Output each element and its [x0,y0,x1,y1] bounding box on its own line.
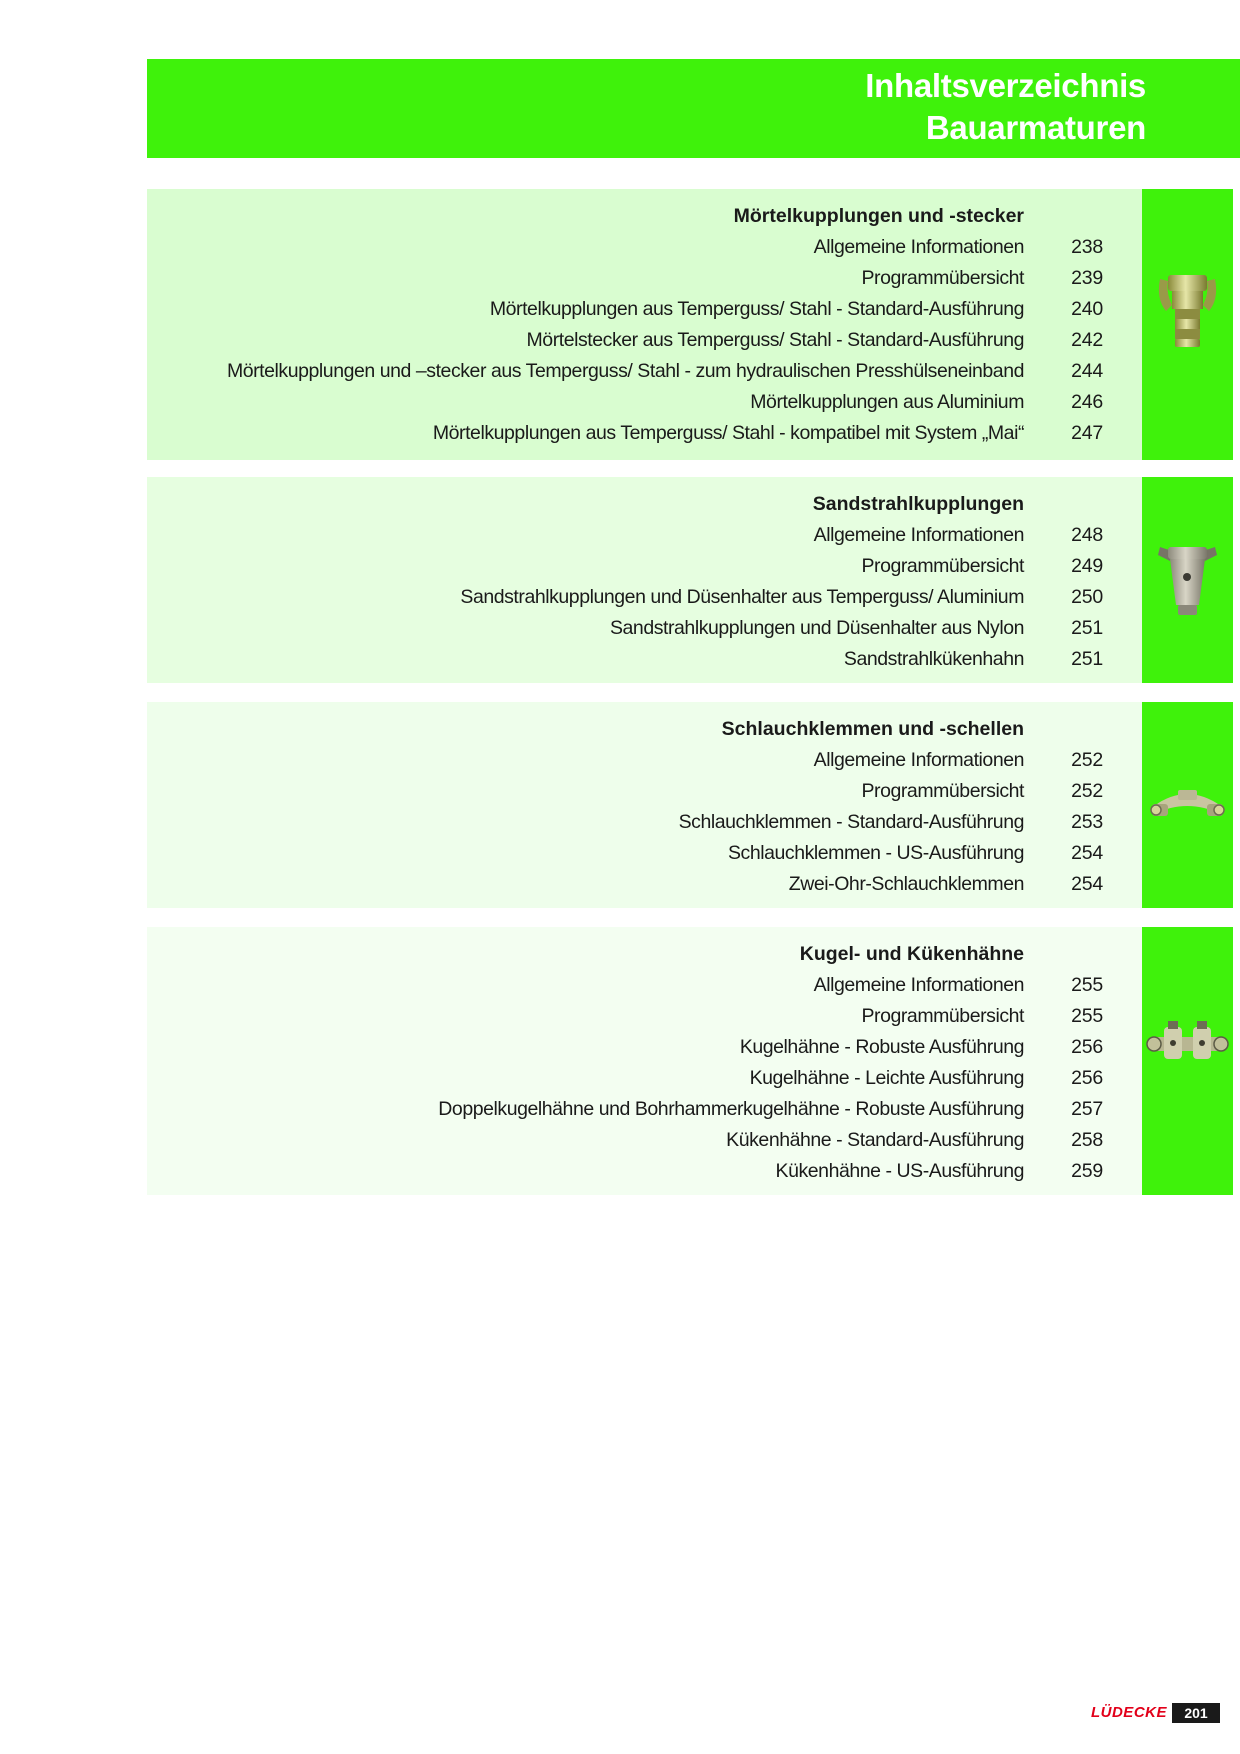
section-title: Sandstrahlkupplungen [812,493,1024,515]
toc-entry[interactable] [147,520,1142,551]
toc-entry[interactable] [147,970,1142,1001]
toc-entry[interactable] [147,869,1142,900]
toc-entry-label: Programmübersicht [861,267,1024,289]
toc-entry[interactable] [147,1094,1142,1125]
toc-entry-label: Sandstrahlkükenhahn [843,648,1024,670]
section-title: Mörtelkupplungen und -stecker [733,205,1024,227]
toc-entry[interactable] [147,1125,1142,1156]
brand-logo: LÜDECKE [1090,1704,1167,1721]
title-line-1: Inhaltsverzeichnis [865,67,1146,104]
section-tab-sandstrahlkupplungen [1142,477,1233,683]
toc-entry-page: 252 [1071,780,1103,802]
toc-entry-page: 248 [1071,524,1103,546]
section-tab-schlauchklemmen [1142,702,1233,908]
toc-entry-label: Allgemeine Informationen [813,524,1024,546]
toc-entry-page: 242 [1071,329,1103,351]
toc-entry[interactable] [147,1032,1142,1063]
toc-entry[interactable] [147,294,1142,325]
toc-entry[interactable] [147,776,1142,807]
toc-entry-page: 255 [1071,974,1103,996]
title-line-2: Bauarmaturen [925,109,1146,146]
toc-entry[interactable] [147,838,1142,869]
toc-entry-label: Zwei-Ohr-Schlauchklemmen [788,873,1024,895]
toc-entry-label: Programmübersicht [861,780,1024,802]
toc-entry-label: Doppelkugelhähne und Bohrhammerkugelhähne - Robuste Ausführung [438,1098,1024,1120]
toc-entry-label: Kugelhähne - Leichte Ausführung [749,1067,1024,1089]
toc-entry-label: Mörtelkupplungen aus Temperguss/ Stahl - Standard-Ausführung [489,298,1024,320]
toc-entry-label: Sandstrahlkupplungen und Düsenhalter aus Nylon [609,617,1024,639]
toc-entry[interactable] [147,807,1142,838]
toc-entry[interactable] [147,232,1142,263]
toc-entry-page: 258 [1071,1129,1103,1151]
toc-entry-page: 257 [1071,1098,1103,1120]
toc-entry[interactable] [147,1156,1142,1187]
toc-entry-label: Kugelhähne - Robuste Ausführung [739,1036,1024,1058]
toc-entry-label: Allgemeine Informationen [813,749,1024,771]
toc-entry[interactable] [147,551,1142,582]
toc-entry-page: 239 [1071,267,1103,289]
toc-entry[interactable] [147,325,1142,356]
toc-entry-page: 250 [1071,586,1103,608]
ball-valve-icon [1142,927,1233,1195]
toc-entry-label: Kükenhähne - US-Ausführung [775,1160,1024,1182]
section-moertelkupplungen [147,189,1142,460]
toc-entry-page: 246 [1071,391,1103,413]
toc-entry-label: Mörtelkupplungen aus Aluminium [750,391,1024,413]
toc-entry-page: 247 [1071,422,1103,444]
toc-entry[interactable] [147,582,1142,613]
toc-entry-page: 244 [1071,360,1103,382]
toc-entry-page: 256 [1071,1067,1103,1089]
page-title [865,65,1146,149]
page-number: 201 [1172,1703,1220,1723]
toc-entry-page: 254 [1071,842,1103,864]
toc-entry-label: Allgemeine Informationen [813,974,1024,996]
toc-entry[interactable] [147,1063,1142,1094]
toc-entry-page: 249 [1071,555,1103,577]
toc-entry-label: Allgemeine Informationen [813,236,1024,258]
sandblast-coupling-icon [1142,477,1233,683]
toc-entry-label: Schlauchklemmen - US-Ausführung [727,842,1024,864]
toc-entry-label: Mörtelstecker aus Temperguss/ Stahl - Standard-Ausführung [526,329,1024,351]
toc-entry[interactable] [147,387,1142,418]
toc-entry[interactable] [147,613,1142,644]
toc-entry-label: Programmübersicht [861,1005,1024,1027]
toc-entry-page: 253 [1071,811,1103,833]
toc-entry-label: Mörtelkupplungen aus Temperguss/ Stahl - kompatibel mit System „Mai“ [432,422,1024,444]
toc-entry-page: 255 [1071,1005,1103,1027]
section-title: Schlauchklemmen und -schellen [721,718,1024,740]
toc-entry[interactable] [147,1001,1142,1032]
toc-entry-page: 259 [1071,1160,1103,1182]
toc-entry-page: 238 [1071,236,1103,258]
toc-entry-page: 254 [1071,873,1103,895]
hose-clamp-icon [1142,702,1233,908]
section-tab-kugelhaehne [1142,927,1233,1195]
section-sandstrahlkupplungen [147,477,1142,683]
toc-entry-label: Mörtelkupplungen und –stecker aus Temperguss/ Stahl - zum hydraulischen Presshülseneinband [226,360,1024,382]
toc-entry-label: Sandstrahlkupplungen und Düsenhalter aus Temperguss/ Aluminium [460,586,1024,608]
toc-entry[interactable] [147,644,1142,675]
toc-entry[interactable] [147,263,1142,294]
toc-entry[interactable] [147,356,1142,387]
section-tab-moertelkupplungen [1142,189,1233,460]
section-kugelhaehne [147,927,1142,1195]
section-title: Kugel- und Kükenhähne [799,943,1024,965]
toc-entry-page: 256 [1071,1036,1103,1058]
header-banner [147,59,1240,158]
toc-entry[interactable] [147,745,1142,776]
toc-entry-label: Kükenhähne - Standard-Ausführung [726,1129,1024,1151]
toc-entry-page: 252 [1071,749,1103,771]
toc-entry[interactable] [147,418,1142,449]
mortar-coupling-icon [1142,189,1233,460]
section-schlauchklemmen [147,702,1142,908]
toc-entry-page: 251 [1071,617,1103,639]
toc-entry-label: Programmübersicht [861,555,1024,577]
toc-entry-label: Schlauchklemmen - Standard-Ausführung [678,811,1024,833]
toc-entry-page: 251 [1071,648,1103,670]
toc-entry-page: 240 [1071,298,1103,320]
